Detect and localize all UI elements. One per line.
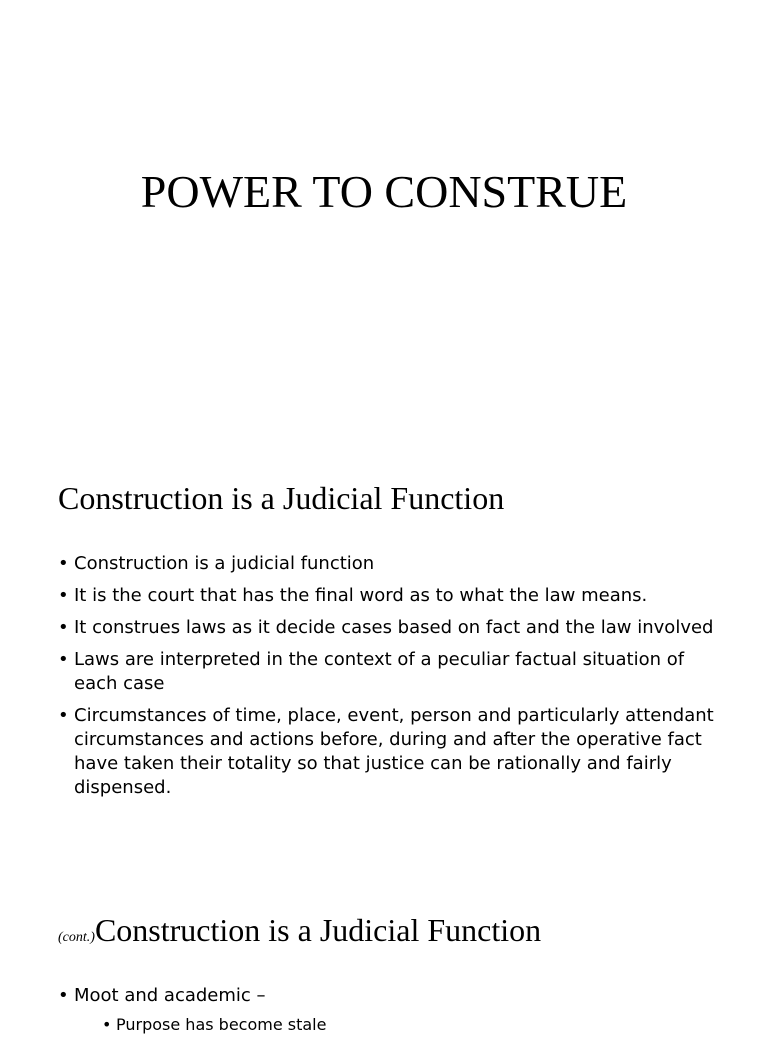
slide-construction-judicial-function-cont	[0, 864, 768, 1034]
bullet-item: • Circumstances of time, place, event, person and particularly attendant circumstances and actions before, during and after the operative fact have taken their totality so that justice can be rationally and fairly dispensed.	[58, 704, 718, 800]
cont-prefix: (cont.)	[58, 930, 95, 945]
sub-bullet-list	[74, 1014, 718, 1036]
bullet-item: • Construction is a judicial function	[58, 552, 718, 576]
bullet-item: • It is the court that has the final word as to what the law means.	[58, 584, 718, 608]
bullet-list	[58, 984, 718, 1044]
bullet-item: • It construes laws as it decide cases based on fact and the law involved	[58, 616, 718, 640]
bullet-item: • Laws are interpreted in the context of a peculiar factual situation of each case	[58, 648, 718, 696]
slide-heading: Construction is a Judicial Function	[58, 480, 505, 516]
slide-title	[0, 0, 768, 432]
sub-bullet-item: • Purpose has become stale	[102, 1014, 718, 1036]
bullet-list	[58, 552, 718, 808]
bullet-item	[58, 984, 718, 1036]
slide-heading-text: Construction is a Judicial Function	[94, 912, 542, 948]
slide-construction-judicial-function	[0, 432, 768, 864]
bullet-text: Moot and academic –	[74, 985, 266, 1006]
slide-heading	[58, 910, 541, 958]
presentation-title: POWER TO CONSTRUE	[140, 166, 628, 217]
